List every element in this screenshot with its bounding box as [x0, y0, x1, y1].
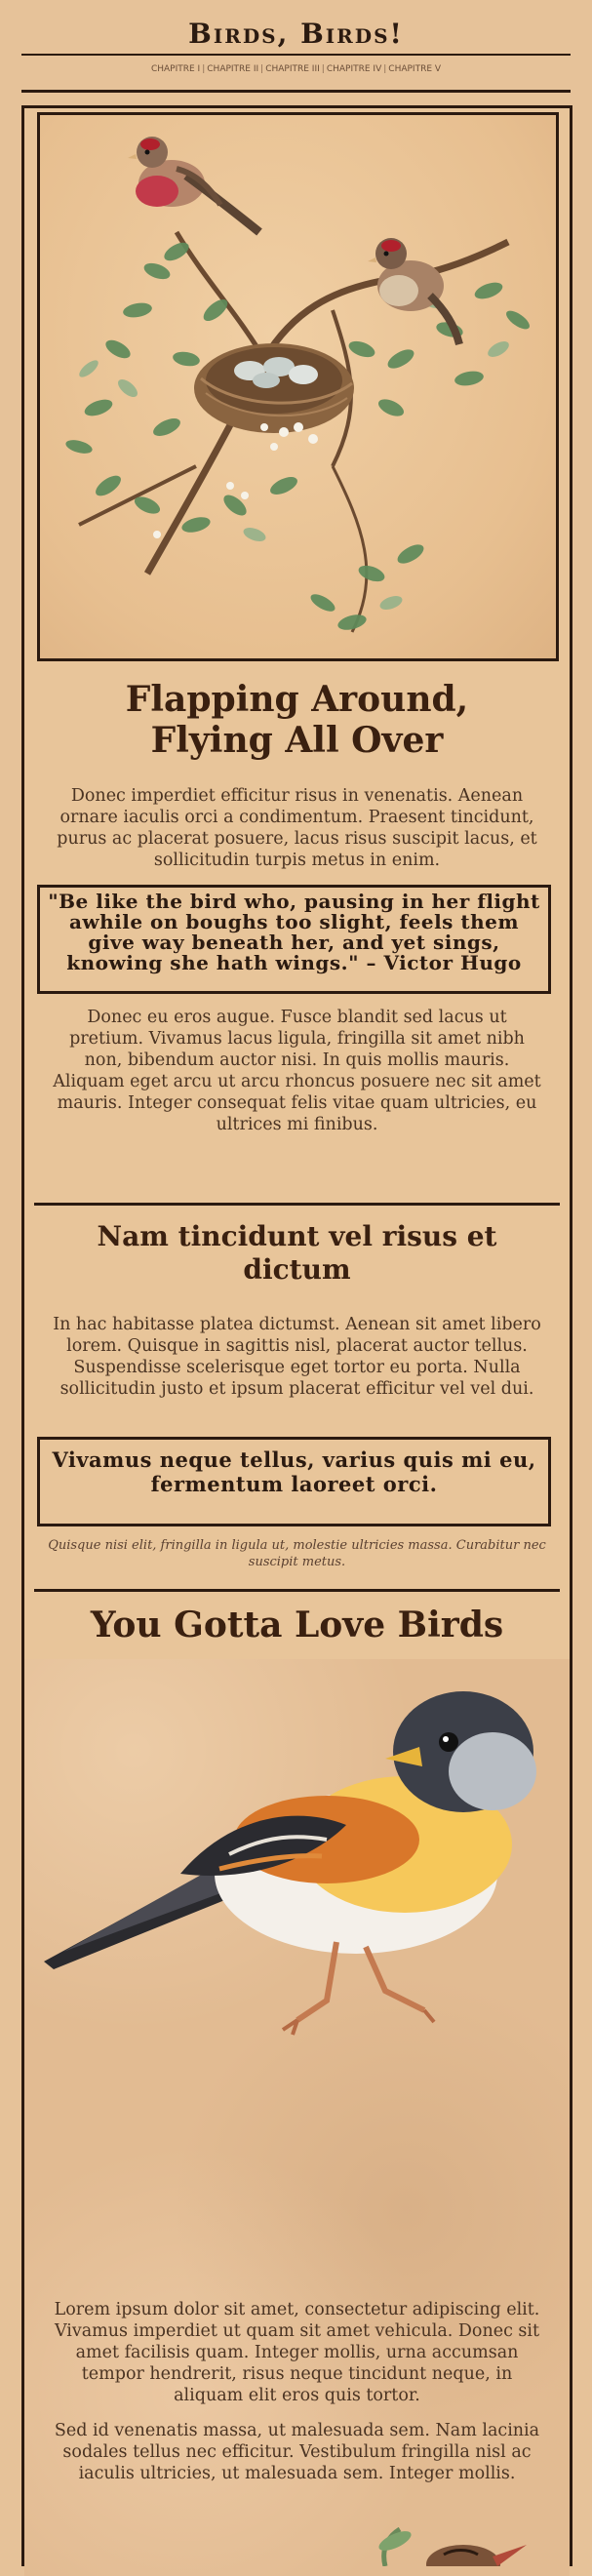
section3-paragraph-1: Lorem ipsum dolor sit amet, consectetur adipiscing elit. Vivamus imperdiet ut quam sit amet vehicula. Donec sit amet facilisis quam. Integer mollis, urna accumsan tempor hendrerit, risus neque tincidunt neque, in aliquam elit eros quis tortor.: [54, 2300, 540, 2405]
nav-chapitre-1[interactable]: CHAPITRE I: [150, 64, 201, 74]
nav-separator: |: [260, 64, 264, 74]
section-heading-line-1: Flapping Around,: [125, 679, 469, 720]
nav-separator: |: [383, 64, 387, 74]
body-paragraph: Donec eu eros augue. Fusce blandit sed lacus ut pretium. Vivamus lacus ligula, fringilla sit amet nibh non, bibendum auctor nisi. In quis mollis mauris. Aliquam eget arcu ut arcu rhoncus posuere nec sit amet mauris. Integer consequat felis vitae quam ultricies, eu ultrices mi finibus.: [53, 1008, 541, 1134]
songbird-illustration: [34, 1669, 560, 2059]
section2-paragraph: In hac habitasse platea dictumst. Aenean sit amet libero lorem. Quisque in sagittis nisl, placerat auctor tellus. Suspendisse scelerisque eget tortor eu porta. Nulla sollicitudin justo et ipsum placerat efficitur vel vel dui.: [53, 1315, 541, 1399]
nav-separator: |: [202, 64, 206, 74]
bird-illustration-partial: [356, 2527, 571, 2566]
site-title[interactable]: Birds, Birds!: [188, 18, 404, 50]
site-header: [21, 0, 571, 93]
section3-paragraph-2: Sed id venenatis massa, ut malesuada sem. Nam lacinia sodales tellus nec efficitur. Vestibulum fringilla nisl ac iaculis ultricies, ut malesuada sem. Integer mollis.: [54, 2421, 540, 2483]
chapter-nav: [21, 64, 571, 74]
section-heading-line-2: Flying All Over: [150, 720, 444, 761]
songbird-image: [34, 1669, 560, 2059]
nav-separator: |: [321, 64, 325, 74]
bird-image-partial: [356, 2527, 571, 2566]
section3-heading: You Gotta Love Birds: [90, 1605, 504, 1645]
victor-hugo-quote: "Be like the bird who, pausing in her flight awhile on boughs too slight, feels them give way beneath her, and yet sings, knowing she hath wings." – Victor Hugo: [37, 885, 551, 994]
intro-paragraph: Donec imperdiet efficitur risus in venenatis. Aenean ornare iaculis orci a condimentum. Praesent tincidunt, purus ac placerat posuere, lacus risus suscipit lacus, et sollicitudin turpis metus in enim.: [57, 786, 537, 870]
title-divider: [21, 54, 571, 56]
nav-chapitre-4[interactable]: CHAPITRE IV: [326, 64, 382, 74]
hero-illustration: [37, 112, 559, 661]
section-divider: [34, 1203, 560, 1206]
section2-heading: Nam tincidunt vel risus et dictum: [97, 1220, 497, 1286]
pull-quote: Vivamus neque tellus, varius quis mi eu, fermentum laoreet orci.: [37, 1437, 551, 1526]
section-heading: [34, 679, 560, 761]
section-divider: [34, 1589, 560, 1592]
article-frame: [21, 105, 572, 2566]
nav-chapitre-5[interactable]: CHAPITRE V: [388, 64, 442, 74]
image-caption: Quisque nisi elit, fringilla in ligula ut, molestie ultricies massa. Curabitur nec suscipit metus.: [48, 1538, 546, 1569]
nav-chapitre-3[interactable]: CHAPITRE III: [265, 64, 320, 74]
birds-nest-illustration: [40, 115, 556, 658]
nav-chapitre-2[interactable]: CHAPITRE II: [207, 64, 259, 74]
